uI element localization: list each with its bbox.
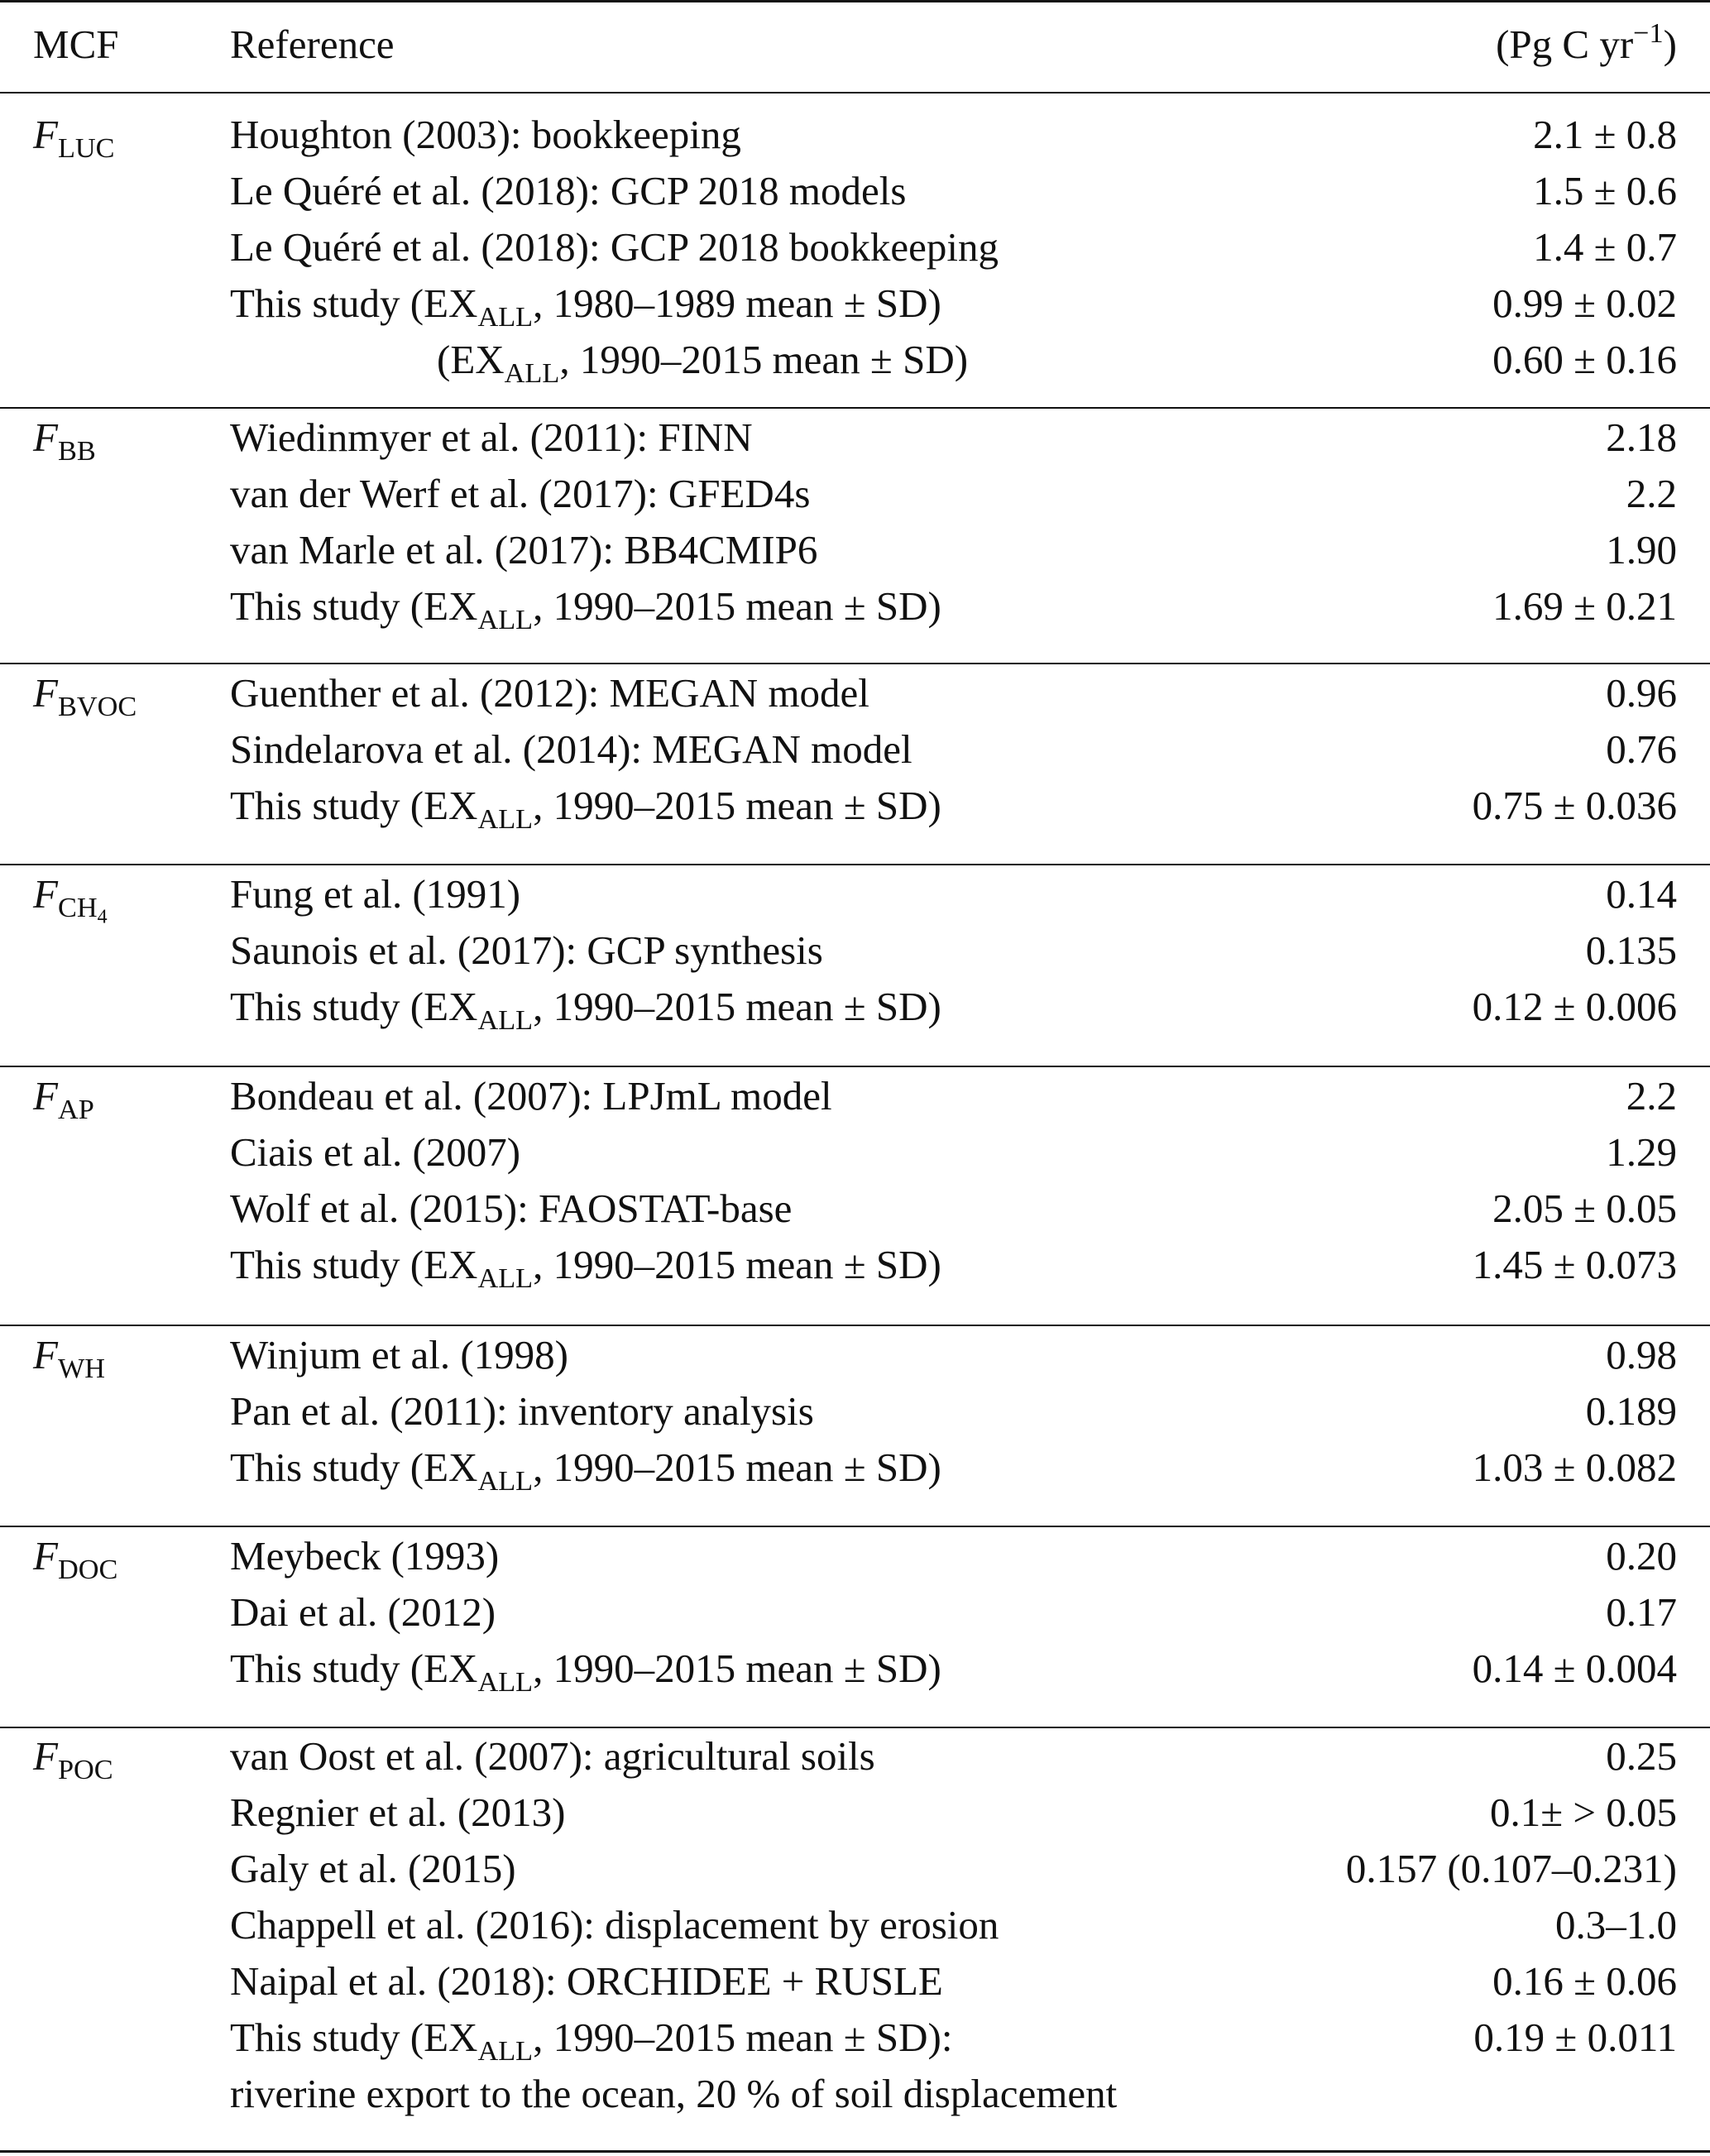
header-rule — [0, 92, 1710, 93]
reference-text: This study (EX — [230, 783, 478, 828]
mcf-subscript-text: POC — [57, 1753, 113, 1785]
reference-cell: Sindelarova et al. (2014): MEGAN model — [230, 726, 912, 772]
mcf-base: F — [33, 1533, 58, 1579]
mcf-subscript-text: WH — [57, 1352, 106, 1384]
mcf-subscript — [58, 132, 115, 164]
value-cell: 1.45 ± 0.073 — [1472, 1242, 1677, 1287]
reference-subscript: ALL — [477, 1004, 534, 1036]
reference-text-end: , 1980–1989 mean ± SD) — [533, 280, 941, 326]
reference-text: This study (EX — [230, 1242, 478, 1287]
reference-cell: Le Quéré et al. (2018): GCP 2018 models — [230, 168, 907, 213]
mcf-symbol — [33, 665, 137, 721]
mcf-subscript-text: LUC — [57, 132, 115, 164]
reference-cell: Ciais et al. (2007) — [230, 1129, 521, 1175]
mcf-symbol — [33, 1068, 94, 1124]
reference-cell: Chappell et al. (2016): displacement by erosion — [230, 1902, 999, 1948]
value-cell: 0.189 — [1585, 1388, 1677, 1434]
reference-cell: Wiedinmyer et al. (2011): FINN — [230, 414, 753, 460]
value-cell: 0.135 — [1585, 927, 1677, 973]
reference-cell: Houghton (2003): bookkeeping — [230, 112, 741, 157]
value-cell: 0.25 — [1606, 1733, 1677, 1779]
reference-text: This study (EX — [230, 583, 478, 629]
reference-cell: Meybeck (1993) — [230, 1533, 500, 1579]
reference-cell: Naipal et al. (2018): ORCHIDEE + RUSLE — [230, 1958, 943, 2004]
value-cell: 0.99 ± 0.02 — [1492, 280, 1677, 326]
group-divider — [0, 407, 1710, 409]
mcf-base: F — [33, 414, 58, 460]
value-cell: 0.98 — [1606, 1332, 1677, 1377]
reference-cell: Pan et al. (2011): inventory analysis — [230, 1388, 814, 1434]
group-divider — [0, 663, 1710, 664]
reference-cell — [230, 778, 941, 834]
reference-cell — [230, 1440, 941, 1496]
mcf-subscript — [58, 1754, 113, 1785]
value-cell: 2.2 — [1626, 471, 1677, 516]
value-cell: 2.05 ± 0.05 — [1492, 1186, 1677, 1231]
reference-text: This study (EX — [230, 984, 478, 1029]
reference-text-end: , 1990–2015 mean ± SD) — [533, 1445, 941, 1490]
value-cell: 2.1 ± 0.8 — [1533, 112, 1677, 157]
value-cell: 1.29 — [1606, 1129, 1677, 1175]
mcf-subscript — [58, 435, 96, 467]
header-unit: (Pg C $yr^{-1}$) — [1496, 17, 1677, 67]
mcf-subscript — [57, 891, 108, 928]
group-divider — [0, 1727, 1710, 1728]
reference-cell — [230, 979, 941, 1035]
value-cell: 0.157 (0.107–0.231) — [1345, 1846, 1677, 1891]
mcf-base: F — [33, 1332, 58, 1377]
mcf-base: F — [33, 1073, 58, 1119]
reference-cell — [230, 578, 941, 635]
value-cell: 1.4 ± 0.7 — [1533, 224, 1677, 270]
reference-cell: Wolf et al. (2015): FAOSTAT-base — [230, 1186, 793, 1231]
mcf-symbol — [33, 1728, 113, 1785]
mcf-subscript — [58, 1353, 105, 1384]
mcf-symbol — [33, 866, 108, 928]
mcf-subscript-text: BVOC — [57, 690, 137, 722]
mcf-subscript — [58, 1094, 94, 1125]
reference-cell — [230, 2010, 952, 2066]
value-cell: 0.76 — [1606, 726, 1677, 772]
value-cell: 0.14 ± 0.004 — [1472, 1646, 1677, 1691]
value-cell: 0.3–1.0 — [1555, 1902, 1677, 1948]
reference-text-end: , 1990–2015 mean ± SD) — [533, 1242, 941, 1287]
reference-cell: Winjum et al. (1998) — [230, 1332, 568, 1377]
value-cell: 1.90 — [1606, 527, 1677, 573]
value-cell: 2.18 — [1606, 414, 1677, 460]
value-cell: 0.14 — [1606, 871, 1677, 917]
mcf-base: F — [33, 1733, 58, 1779]
group-divider — [0, 1526, 1710, 1527]
mcf-subscript-text: AP — [57, 1093, 94, 1125]
reference-text: (EX — [437, 337, 505, 382]
reference-cell — [230, 1641, 941, 1697]
mcf-subscript — [58, 1554, 117, 1585]
value-cell: 0.96 — [1606, 670, 1677, 716]
reference-text-end: , 1990–2015 mean ± SD) — [533, 783, 941, 828]
reference-cell — [437, 332, 968, 388]
bottom-rule — [0, 2150, 1710, 2153]
reference-text-end: , 1990–2015 mean ± SD) — [533, 984, 941, 1029]
reference-subscript: ALL — [477, 1262, 534, 1294]
reference-subscript: ALL — [477, 803, 534, 835]
reference-subscript: ALL — [504, 357, 560, 389]
value-cell: 0.60 ± 0.16 — [1492, 337, 1677, 382]
header-reference: Reference — [230, 22, 395, 67]
value-cell: 2.2 — [1626, 1073, 1677, 1119]
mcf-subscript — [58, 691, 137, 722]
reference-subscript: ALL — [477, 1464, 534, 1497]
mcf-symbol — [33, 410, 96, 466]
reference-cell: van der Werf et al. (2017): GFED4s — [230, 471, 811, 516]
group-divider — [0, 1325, 1710, 1326]
reference-cell: Regnier et al. (2013) — [230, 1789, 566, 1835]
reference-text: This study (EX — [230, 1646, 478, 1691]
group-divider — [0, 864, 1710, 865]
mcf-base: F — [33, 112, 58, 157]
mcf-symbol — [33, 107, 115, 163]
reference-text-end: , 1990–2015 mean ± SD) — [559, 337, 969, 382]
reference-cell: Le Quéré et al. (2018): GCP 2018 bookkeeping — [230, 224, 999, 270]
reference-cell: Guenther et al. (2012): MEGAN model — [230, 670, 869, 716]
group-divider — [0, 1066, 1710, 1067]
value-cell: 1.03 ± 0.082 — [1472, 1445, 1677, 1490]
reference-text: This study (EX — [230, 280, 478, 326]
reference-cell: Bondeau et al. (2007): LPJmL model — [230, 1073, 832, 1119]
value-cell: 1.69 ± 0.21 — [1492, 583, 1677, 629]
value-cell: 0.19 ± 0.011 — [1473, 2015, 1677, 2060]
mcf-symbol — [33, 1528, 117, 1584]
mcf-base: F — [33, 871, 58, 917]
reference-cell: Saunois et al. (2017): GCP synthesis — [230, 927, 823, 973]
value-cell: 0.20 — [1606, 1533, 1677, 1579]
reference-cell — [230, 275, 941, 332]
mcf-subscript-text: CH — [57, 891, 98, 923]
reference-cell: Dai et al. (2012) — [230, 1589, 496, 1635]
mcf-subsubscript: 4 — [97, 906, 108, 928]
reference-subscript: ALL — [477, 603, 534, 635]
value-cell: 0.75 ± 0.036 — [1472, 783, 1677, 828]
reference-text: This study (EX — [230, 1445, 478, 1490]
reference-cell: Galy et al. (2015) — [230, 1846, 516, 1891]
top-rule — [0, 0, 1710, 2]
reference-subscript: ALL — [477, 2034, 534, 2067]
mcf-base: F — [33, 670, 58, 716]
value-cell: 0.17 — [1606, 1589, 1677, 1635]
reference-subscript: ALL — [477, 1665, 534, 1698]
reference-cell: van Oost et al. (2007): agricultural soils — [230, 1733, 875, 1779]
mcf-subscript-text: DOC — [57, 1553, 118, 1585]
reference-cell: Fung et al. (1991) — [230, 871, 521, 917]
reference-text-end: , 1990–2015 mean ± SD): — [533, 2015, 953, 2060]
reference-text-end: , 1990–2015 mean ± SD) — [533, 583, 941, 629]
reference-cell: van Marle et al. (2017): BB4CMIP6 — [230, 527, 818, 573]
value-cell: 0.1± > 0.05 — [1489, 1789, 1677, 1835]
header-mcf: MCF — [33, 22, 119, 67]
mcf-symbol — [33, 1327, 105, 1383]
reference-cell — [230, 1237, 941, 1293]
value-cell: 0.16 ± 0.06 — [1492, 1958, 1677, 2004]
reference-text: This study (EX — [230, 2015, 478, 2060]
reference-subscript: ALL — [477, 300, 534, 333]
reference-text-end: , 1990–2015 mean ± SD) — [533, 1646, 941, 1691]
value-cell: 0.12 ± 0.006 — [1472, 984, 1677, 1029]
reference-cell: riverine export to the ocean, 20 % of soil displacement — [230, 2071, 1118, 2116]
value-cell: 1.5 ± 0.6 — [1533, 168, 1677, 213]
mcf-subscript-text: BB — [57, 434, 96, 467]
